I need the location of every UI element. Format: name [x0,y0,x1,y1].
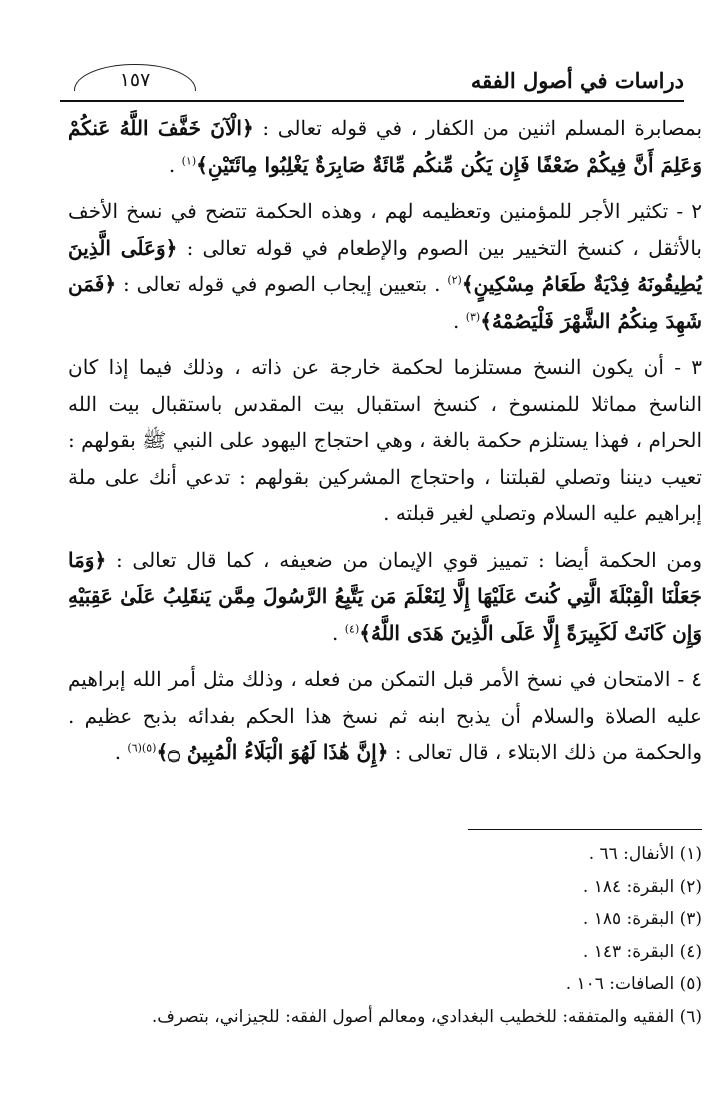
footnote-ref: (٤) [344,621,360,635]
footnote-ref: (٥)(٦) [127,741,157,755]
quran-verse: ﴿وَمَا جَعَلْنَا الْقِبْلَةَ الَّتِي كُنتَ عَلَيْهَا إِلَّا لِنَعْلَمَ مَن يَتَّبِعُ الرَّسُولَ مِمَّن يَنقَلِبُ عَلَىٰ عَقِبَيْهِ وَإِن كَانَتْ لَكَبِيرَةً إِلَّا عَلَى الَّذِينَ هَدَى اللَّهُ﴾ [68,547,702,645]
footnote: (٦) الفقيه والمتفقه: للخطيب البغدادي، ومعالم أصول الفقه: للجيزاني، بتصرف. [151,1006,702,1027]
paragraph-1 [68,110,702,183]
paragraph-4 [68,542,702,652]
page-header [60,62,684,98]
paragraph-3 [68,349,702,532]
paragraph-text: ومن الحكمة أيضا : تمييز قوي الإيمان من ضعيفه ، كما قال تعالى : [115,547,702,572]
quran-verse: ﴿الْآنَ خَفَّفَ اللَّهُ عَنكُمْ وَعَلِمَ أَنَّ فِيكُمْ ضَعْفًا فَإِن يَكُن مِّنكُم مِّائَةٌ صَابِرَةٌ يَغْلِبُوا مِائَتَيْنِ﴾ [68,116,702,177]
sentence-end: . [452,308,460,333]
sentence-end: . [332,620,339,645]
footnote: (٣) البقرة: ١٨٥ . [582,909,702,929]
paragraph-5 [68,661,702,771]
paragraph-text: . بتعيين إيجاب الصوم في قوله تعالى : [122,272,441,296]
page-number: ١٥٧ [74,64,196,91]
footnotes [68,838,702,1033]
main-text [68,110,702,781]
paragraph-text: ٢ - تكثير الأجر للمؤمنين وتعظيمه لهم ، وهذه الحكمة تتضح في نسخ الأخف بالأثقل ، كنسخ التخيير بين الصوم والإطعام في قوله تعالى : [68,199,702,260]
running-title: دراسات في أصول الفقه [470,68,684,93]
footnote-ref: (٢) [447,273,462,287]
footnote: (٢) البقرة: ١٨٤ . [582,876,702,897]
header-divider [60,100,684,102]
paragraph-2 [68,193,702,339]
quran-verse: ﴿فَمَن شَهِدَ مِنكُمُ الشَّهْرَ فَلْيَصُمْهُ﴾ [68,272,702,333]
sentence-end: . [114,740,122,764]
footnote: (٥) الصافات: ١٠٦ . [565,974,702,994]
footnote-ref: (٣) [465,309,481,323]
footnote-divider [468,829,702,830]
quran-verse: ﴿وَعَلَى الَّذِينَ يُطِيقُونَهُ فِدْيَةٌ طَعَامُ مِسْكِينٍ﴾ [68,235,703,296]
paragraph-text: ٤ - الامتحان في نسخ الأمر قبل التمكن من فعله ، وذلك مثل أمر الله إبراهيم عليه الصلاة والسلام أن يذبح ابنه ثم نسخ هذا الحكم بفدائه بذبح عظيم . والحكمة من ذلك الابتلاء ، قال تعالى : [68,667,702,764]
sentence-end: . [168,152,176,177]
paragraph-text: ٣ - أن يكون النسخ مستلزما لحكمة خارجة عن ذاته ، وذلك فيما إذا كان الناسخ مماثلا للمنسوخ ، كنسخ استقبال بيت المقدس باستقبال بيت الله الحرام ، فهذا يستلزم حكمة بالغة ، وهي احتجاج اليهود على النبي ﷺ بقولهم : تعيب ديننا وتصلي لقبلتنا ، واحتجاج المشركين بقولهم : تدعي أنك على ملة إبراهيم عليه السلام وتصلي لغير قبلته . [68,355,702,525]
paragraph-text: بمصابرة المسلم اثنين من الكفار ، في قوله تعالى : [262,116,703,140]
quran-verse: ﴿إِنَّ هَٰذَا لَهُوَ الْبَلَاءُ الْمُبِينُ ۝﴾ [156,740,389,764]
footnote-ref: (١) [181,153,197,167]
footnote: (٤) البقرة: ١٤٣ . [582,941,702,962]
footnote: (١) الأنفال: ٦٦ . [588,844,702,864]
